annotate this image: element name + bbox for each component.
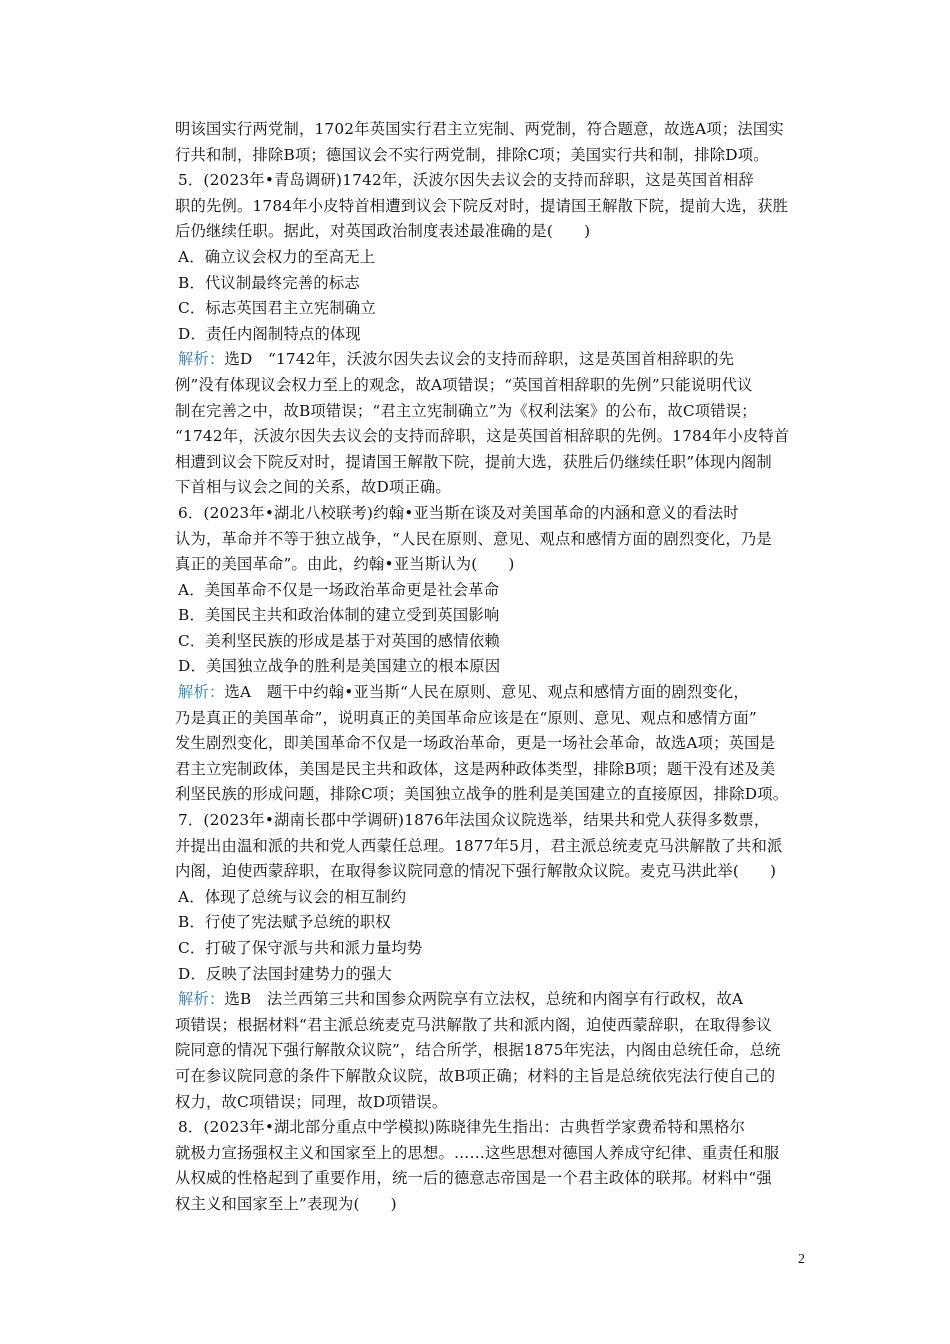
line-text: 相遭到议会下院反对时，提请国王解散下院，提前大选，获胜后仍继续任职”体现内阁制 <box>175 452 772 471</box>
line-text: 选D “1742年，沃波尔因失去议会的支持而辞职，这是英国首相辞职的先 <box>224 350 735 369</box>
text-line <box>175 910 808 936</box>
text-line <box>175 1064 808 1090</box>
line-text: 项错误；根据材料“君主派总统麦克马洪解散了共和派内阁，迫使西蒙辞职，在取得参议 <box>175 1015 772 1034</box>
line-text: 下首相与议会之间的关系，故D项正确。 <box>175 478 451 497</box>
line-text: 制在完善之中，故B项错误；“君主立宪制确立”为《权利法案》的公布，故C项错误； <box>175 401 757 420</box>
line-text: 可在参议院同意的条件下解散众议院，故B项正确；材料的主旨是总统依宪法行使自己的 <box>175 1066 776 1085</box>
text-line <box>175 1013 808 1039</box>
line-text: 选A 题干中约翰•亚当斯“人民在原则、意见、观点和感情方面的剧烈变化， <box>224 683 749 702</box>
text-line <box>175 859 808 885</box>
line-text: B．代议制最终完善的标志 <box>178 273 360 292</box>
text-line <box>175 373 808 399</box>
text-line <box>175 757 808 783</box>
text-line <box>175 654 808 680</box>
analysis-label: 解析： <box>178 350 225 369</box>
line-text: 君主立宪制政体，美国是民主共和政体，这是两种政体类型，排除B项；题干没有述及美 <box>175 759 776 778</box>
line-text: “1742年，沃波尔因失去议会的支持而辞职，这是英国首相辞职的先例。1784年小皮特首 <box>175 427 790 446</box>
line-text: 7．(2023年•湖南长郡中学调研)1876年法国众议院选举，结果共和党人获得多数票， <box>178 811 770 830</box>
text-line <box>175 1141 808 1167</box>
text-line <box>175 475 808 501</box>
text-line <box>175 603 808 629</box>
text-line <box>175 1038 808 1064</box>
line-text: 从权威的性格起到了重要作用，统一后的德意志帝国是一个君主政体的联邦。材料中“强 <box>175 1169 772 1188</box>
line-text: D．美国独立战争的胜利是美国建立的根本原因 <box>178 657 501 676</box>
analysis-line <box>175 680 808 706</box>
line-text: 真正的美国革命”。由此，约翰•亚当斯认为( ) <box>175 555 515 574</box>
line-text: C．美利坚民族的形成是基于对英国的感情依赖 <box>178 631 500 650</box>
text-line <box>175 296 808 322</box>
line-text: 权主义和国家至上”表现为( ) <box>175 1194 397 1213</box>
text-line <box>175 501 808 527</box>
line-text: C．打破了保守派与共和派力量均势 <box>178 939 423 957</box>
analysis-line <box>175 987 808 1013</box>
text-line <box>175 322 808 348</box>
text-line <box>175 782 808 808</box>
line-text: 发生剧烈变化，即美国革命不仅是一场政治革命，更是一场社会革命，故选A项；英国是 <box>175 734 776 753</box>
text-line <box>175 1115 808 1141</box>
text-line <box>175 936 808 962</box>
text-line <box>175 629 808 655</box>
line-text: 利坚民族的形成问题，排除C项；美国独立战争的胜利是美国建立的直接原因，排除D项。 <box>175 785 789 804</box>
text-line <box>175 731 808 757</box>
line-text: 明该国实行两党制，1702年英国实行君主立宪制、两党制，符合题意，故选A项；法国实 <box>175 120 784 138</box>
text-line <box>175 168 808 194</box>
text-line <box>175 808 808 834</box>
line-text: A．体现了总统与议会的相互制约 <box>178 887 407 906</box>
text-line <box>175 1192 808 1218</box>
line-text: A．确立议会权力的至高无上 <box>178 247 376 266</box>
line-text: 内阁，迫使西蒙辞职，在取得参议院同意的情况下强行解散众议院。麦克马洪此举( ) <box>175 862 777 881</box>
text-line <box>175 527 808 553</box>
text-line <box>175 1090 808 1116</box>
line-text: 6．(2023年•湖北八校联考)约翰•亚当斯在谈及对美国革命的内涵和意义的看法时 <box>178 503 739 522</box>
line-text: 并提出由温和派的共和党人西蒙任总理。1877年5月，君主派总统麦克马洪解散了共和派 <box>175 836 783 855</box>
line-text: 后仍继续任职。据此，对英国政治制度表述最准确的是( ) <box>175 222 591 241</box>
text-line <box>175 706 808 732</box>
line-text: 权力，故C项错误；同理，故D项错误。 <box>175 1092 448 1111</box>
text-line <box>175 834 808 860</box>
analysis-label: 解析： <box>178 683 225 702</box>
document-body <box>175 117 808 1218</box>
line-text: C．标志英国君主立宪制确立 <box>178 299 376 318</box>
line-text: B．行使了宪法赋予总统的职权 <box>178 913 391 932</box>
line-text: 5．(2023年•青岛调研)1742年，沃波尔因失去议会的支持而辞职，这是英国首相辞 <box>178 171 754 190</box>
line-text: 选B 法兰西第三共和国参众两院享有立法权，总统和内阁享有行政权，故A <box>224 990 744 1009</box>
line-text: 行共和制，排除B项；德国议会不实行两党制，排除C项；美国实行共和制，排除D项。 <box>175 145 769 164</box>
text-line <box>175 962 808 988</box>
text-line <box>175 399 808 425</box>
text-line <box>175 271 808 297</box>
text-line <box>175 219 808 245</box>
text-line <box>175 194 808 220</box>
line-text: 职的先例。1784年小皮特首相遭到议会下院反对时，提请国王解散下院，提前大选，获胜 <box>175 196 789 215</box>
text-line <box>175 245 808 271</box>
text-line <box>175 578 808 604</box>
line-text: 8．(2023年•湖北部分重点中学模拟)陈晓律先生指出：古典哲学家费希特和黑格尔 <box>178 1118 746 1137</box>
text-line <box>175 1166 808 1192</box>
analysis-line <box>175 347 808 373</box>
line-text: 例”没有体现议会权力至上的观念，故A项错误；“英国首相辞职的先例”只能说明代议 <box>175 375 753 394</box>
line-text: 认为，革命并不等于独立战争，“人民在原则、意见、观点和感情方面的剧烈变化，乃是 <box>175 529 772 548</box>
text-line <box>175 552 808 578</box>
text-line <box>175 117 808 143</box>
line-text: A．美国革命不仅是一场政治革命更是社会革命 <box>178 580 500 599</box>
analysis-label: 解析： <box>178 990 225 1009</box>
line-text: B．美国民主共和政治体制的建立受到英国影响 <box>178 606 500 625</box>
line-text: 乃是真正的美国革命”，说明真正的美国革命应该是在“原则、意见、观点和感情方面” <box>175 708 757 727</box>
line-text: 院同意的情况下强行解散众议院”，结合所学，根据1875年宪法，内阁由总统任命，总统 <box>175 1041 781 1060</box>
text-line <box>175 424 808 450</box>
text-line <box>175 143 808 169</box>
line-text: 就极力宣扬强权主义和国家至上的思想。……这些思想对德国人养成守纪律、重责任和服 <box>175 1143 780 1162</box>
line-text: D．反映了法国封建势力的强大 <box>178 964 392 983</box>
text-line <box>175 885 808 911</box>
page-number: 2 <box>798 1252 805 1267</box>
text-line <box>175 450 808 476</box>
line-text: D．责任内阁制特点的体现 <box>178 324 361 343</box>
